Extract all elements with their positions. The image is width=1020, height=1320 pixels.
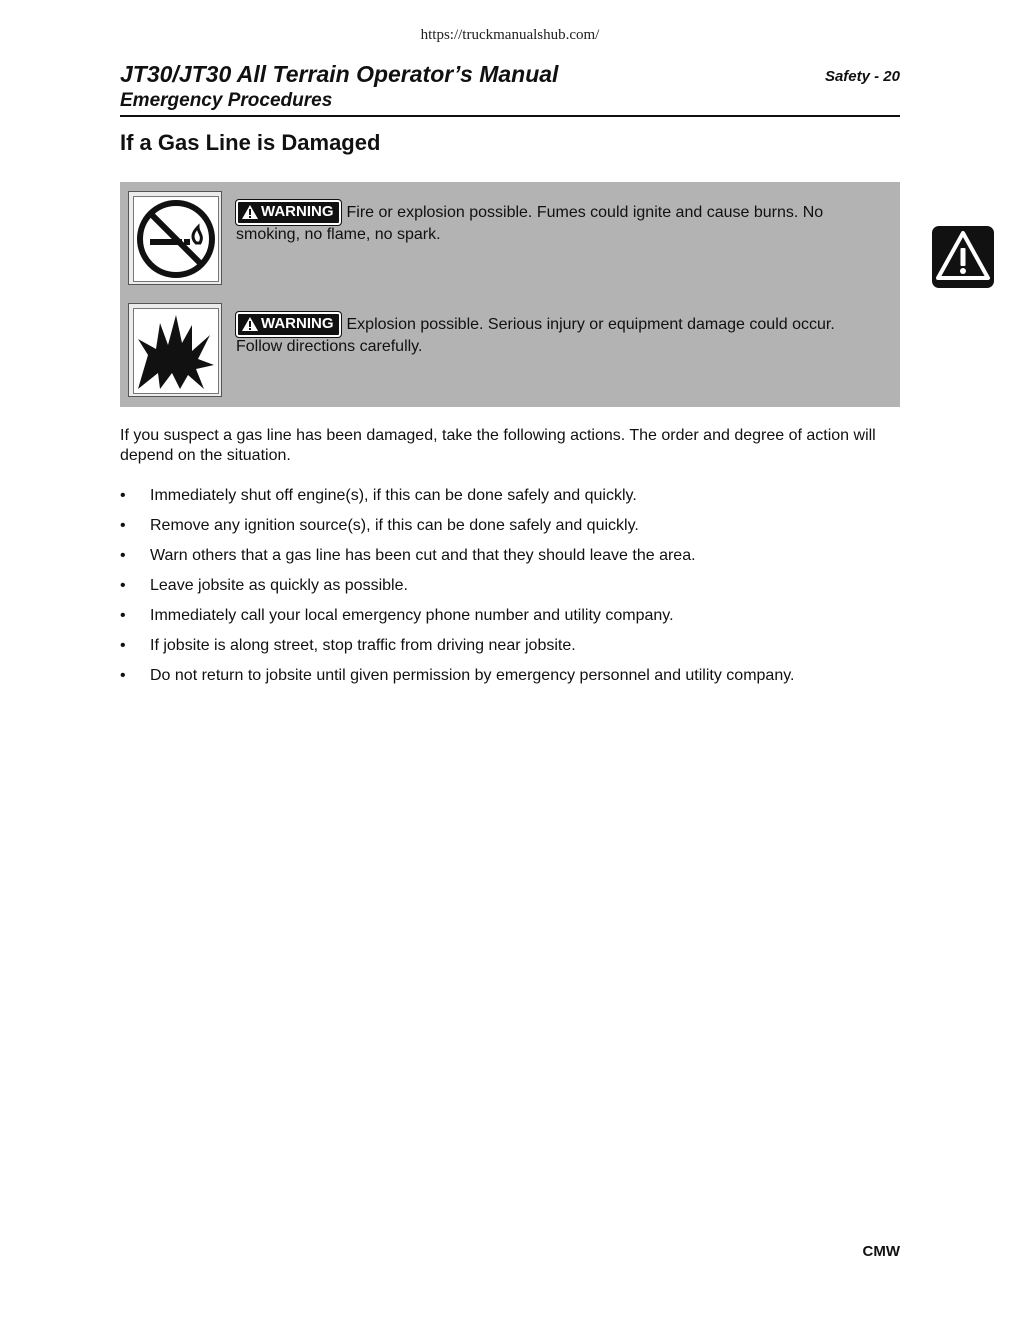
list-item: • Warn others that a gas line has been cut and that they should leave the area.: [120, 547, 696, 564]
intro-paragraph: If you suspect a gas line has been damaged, take the following actions. The order and degree of action will depend on the situation.: [120, 427, 876, 464]
header-rule: [120, 115, 900, 117]
explosion-icon: [133, 308, 219, 394]
warning-badge: WARNING: [236, 312, 341, 337]
no-smoking-pictogram: [128, 191, 222, 285]
warning-text-1: Fire or explosion possible. Fumes could ignite and cause burns. No smoking, no flame, no spark.: [236, 204, 824, 243]
section-title: Emergency Procedures: [120, 90, 333, 111]
explosion-pictogram: [128, 303, 222, 397]
page-heading: If a Gas Line is Damaged: [120, 130, 381, 155]
list-item: • Do not return to jobsite until given permission by emergency personnel and utility company.: [120, 667, 795, 684]
list-item: • Immediately call your local emergency phone number and utility company.: [120, 607, 674, 624]
warning-message-2: [236, 312, 876, 357]
alert-triangle-icon: [242, 205, 258, 219]
list-item: • Remove any ignition source(s), if this can be done safely and quickly.: [120, 517, 639, 534]
list-item: • Immediately shut off engine(s), if this can be done safely and quickly.: [120, 487, 637, 504]
footer-label: CMW: [862, 1243, 900, 1260]
source-url[interactable]: https://truckmanualshub.com/: [420, 27, 600, 43]
action-list: [120, 486, 910, 696]
list-item: • If jobsite is along street, stop traffic from driving near jobsite.: [120, 637, 576, 654]
manual-title: JT30/JT30 All Terrain Operator’s Manual: [120, 61, 559, 87]
warning-badge: WARNING: [236, 200, 341, 225]
warning-message-1: [236, 200, 876, 245]
no-smoking-icon: [133, 196, 219, 282]
alert-triangle-icon: [242, 317, 258, 331]
warning-text-2: Explosion possible. Serious injury or equipment damage could occur. Follow directions carefully.: [236, 316, 835, 355]
page-reference: Safety - 20: [824, 68, 900, 85]
warning-panel: [120, 182, 900, 407]
warning-triangle-icon: [932, 226, 994, 288]
list-item: • Leave jobsite as quickly as possible.: [120, 577, 408, 594]
